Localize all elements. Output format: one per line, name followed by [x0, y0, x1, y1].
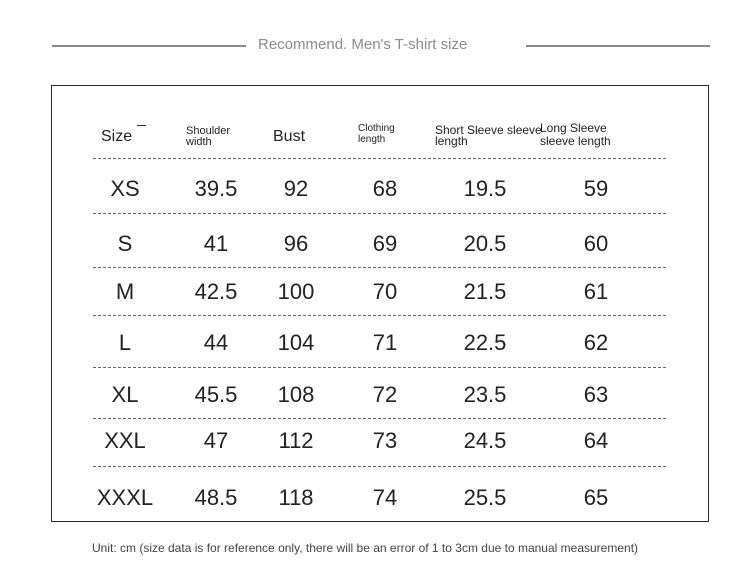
header-short-sleeve-line1: Short Sleeve sleeve: [435, 123, 542, 137]
cell-bust: 92: [283, 176, 309, 201]
header-shoulder-line1: Shoulder: [186, 125, 231, 137]
cell-long: 61: [583, 279, 609, 304]
cell-long: 60: [583, 231, 609, 256]
footnote: Unit: cm (size data is for reference only, there will be an error of 1 to 3cm due to manual measurement): [92, 541, 639, 555]
cell-bust: 112: [278, 428, 314, 453]
header-clothing-line2: length: [358, 134, 386, 145]
header-long-sleeve-line1: Long Sleeve: [540, 121, 607, 135]
cell-size: XS: [110, 176, 140, 201]
header-size: Size: [101, 128, 133, 145]
cell-size: XXXL: [96, 485, 154, 510]
row-separator: [93, 158, 666, 159]
row-separator: [93, 466, 666, 467]
cell-bust: 96: [283, 231, 309, 256]
title-divider-left: [52, 45, 246, 47]
cell-bust: 108: [277, 382, 315, 407]
cell-short: 22.5: [463, 330, 507, 355]
cell-short: 25.5: [463, 485, 507, 510]
cell-bust: 100: [277, 279, 315, 304]
cell-clothing: 73: [372, 428, 398, 453]
cell-bust: 118: [278, 485, 314, 510]
cell-shoulder: 47: [203, 428, 229, 453]
section-title-row: [0, 34, 750, 58]
cell-long: 62: [583, 330, 609, 355]
cell-short: 24.5: [463, 428, 507, 453]
header-tick-mark: [137, 125, 146, 126]
cell-short: 20.5: [463, 231, 507, 256]
cell-clothing: 72: [372, 382, 398, 407]
header-short-sleeve-line2: length: [435, 134, 468, 148]
cell-short: 23.5: [463, 382, 507, 407]
header-bust: Bust: [273, 128, 306, 145]
cell-shoulder: 42.5: [194, 279, 238, 304]
cell-long: 63: [583, 382, 609, 407]
row-separator: [93, 418, 666, 419]
cell-long: 64: [583, 428, 609, 453]
cell-short: 19.5: [463, 176, 507, 201]
title-divider-right: [526, 45, 710, 47]
cell-shoulder: 41: [203, 231, 229, 256]
cell-clothing: 74: [372, 485, 398, 510]
cell-shoulder: 44: [203, 330, 229, 355]
cell-clothing: 70: [372, 279, 398, 304]
cell-clothing: 71: [372, 330, 398, 355]
cell-size: L: [118, 330, 132, 355]
row-separator: [93, 213, 666, 214]
section-title: Recommend. Men's T-shirt size: [258, 36, 468, 53]
cell-shoulder: 39.5: [194, 176, 238, 201]
cell-size: XXL: [104, 428, 146, 453]
header-long-sleeve-line2: sleeve length: [540, 134, 611, 148]
cell-size: S: [117, 231, 133, 256]
cell-size: XL: [111, 382, 139, 407]
cell-clothing: 68: [372, 176, 398, 201]
cell-clothing: 69: [372, 231, 398, 256]
cell-short: 21.5: [463, 279, 507, 304]
header-clothing-line1: Clothing: [358, 123, 395, 134]
cell-shoulder: 45.5: [194, 382, 238, 407]
cell-bust: 104: [277, 330, 315, 355]
cell-size: M: [115, 279, 135, 304]
cell-long: 65: [583, 485, 609, 510]
cell-shoulder: 48.5: [194, 485, 238, 510]
header-shoulder-line2: width: [186, 136, 212, 148]
cell-long: 59: [583, 176, 609, 201]
row-separator: [93, 267, 666, 268]
row-separator: [93, 367, 666, 368]
row-separator: [93, 315, 666, 316]
